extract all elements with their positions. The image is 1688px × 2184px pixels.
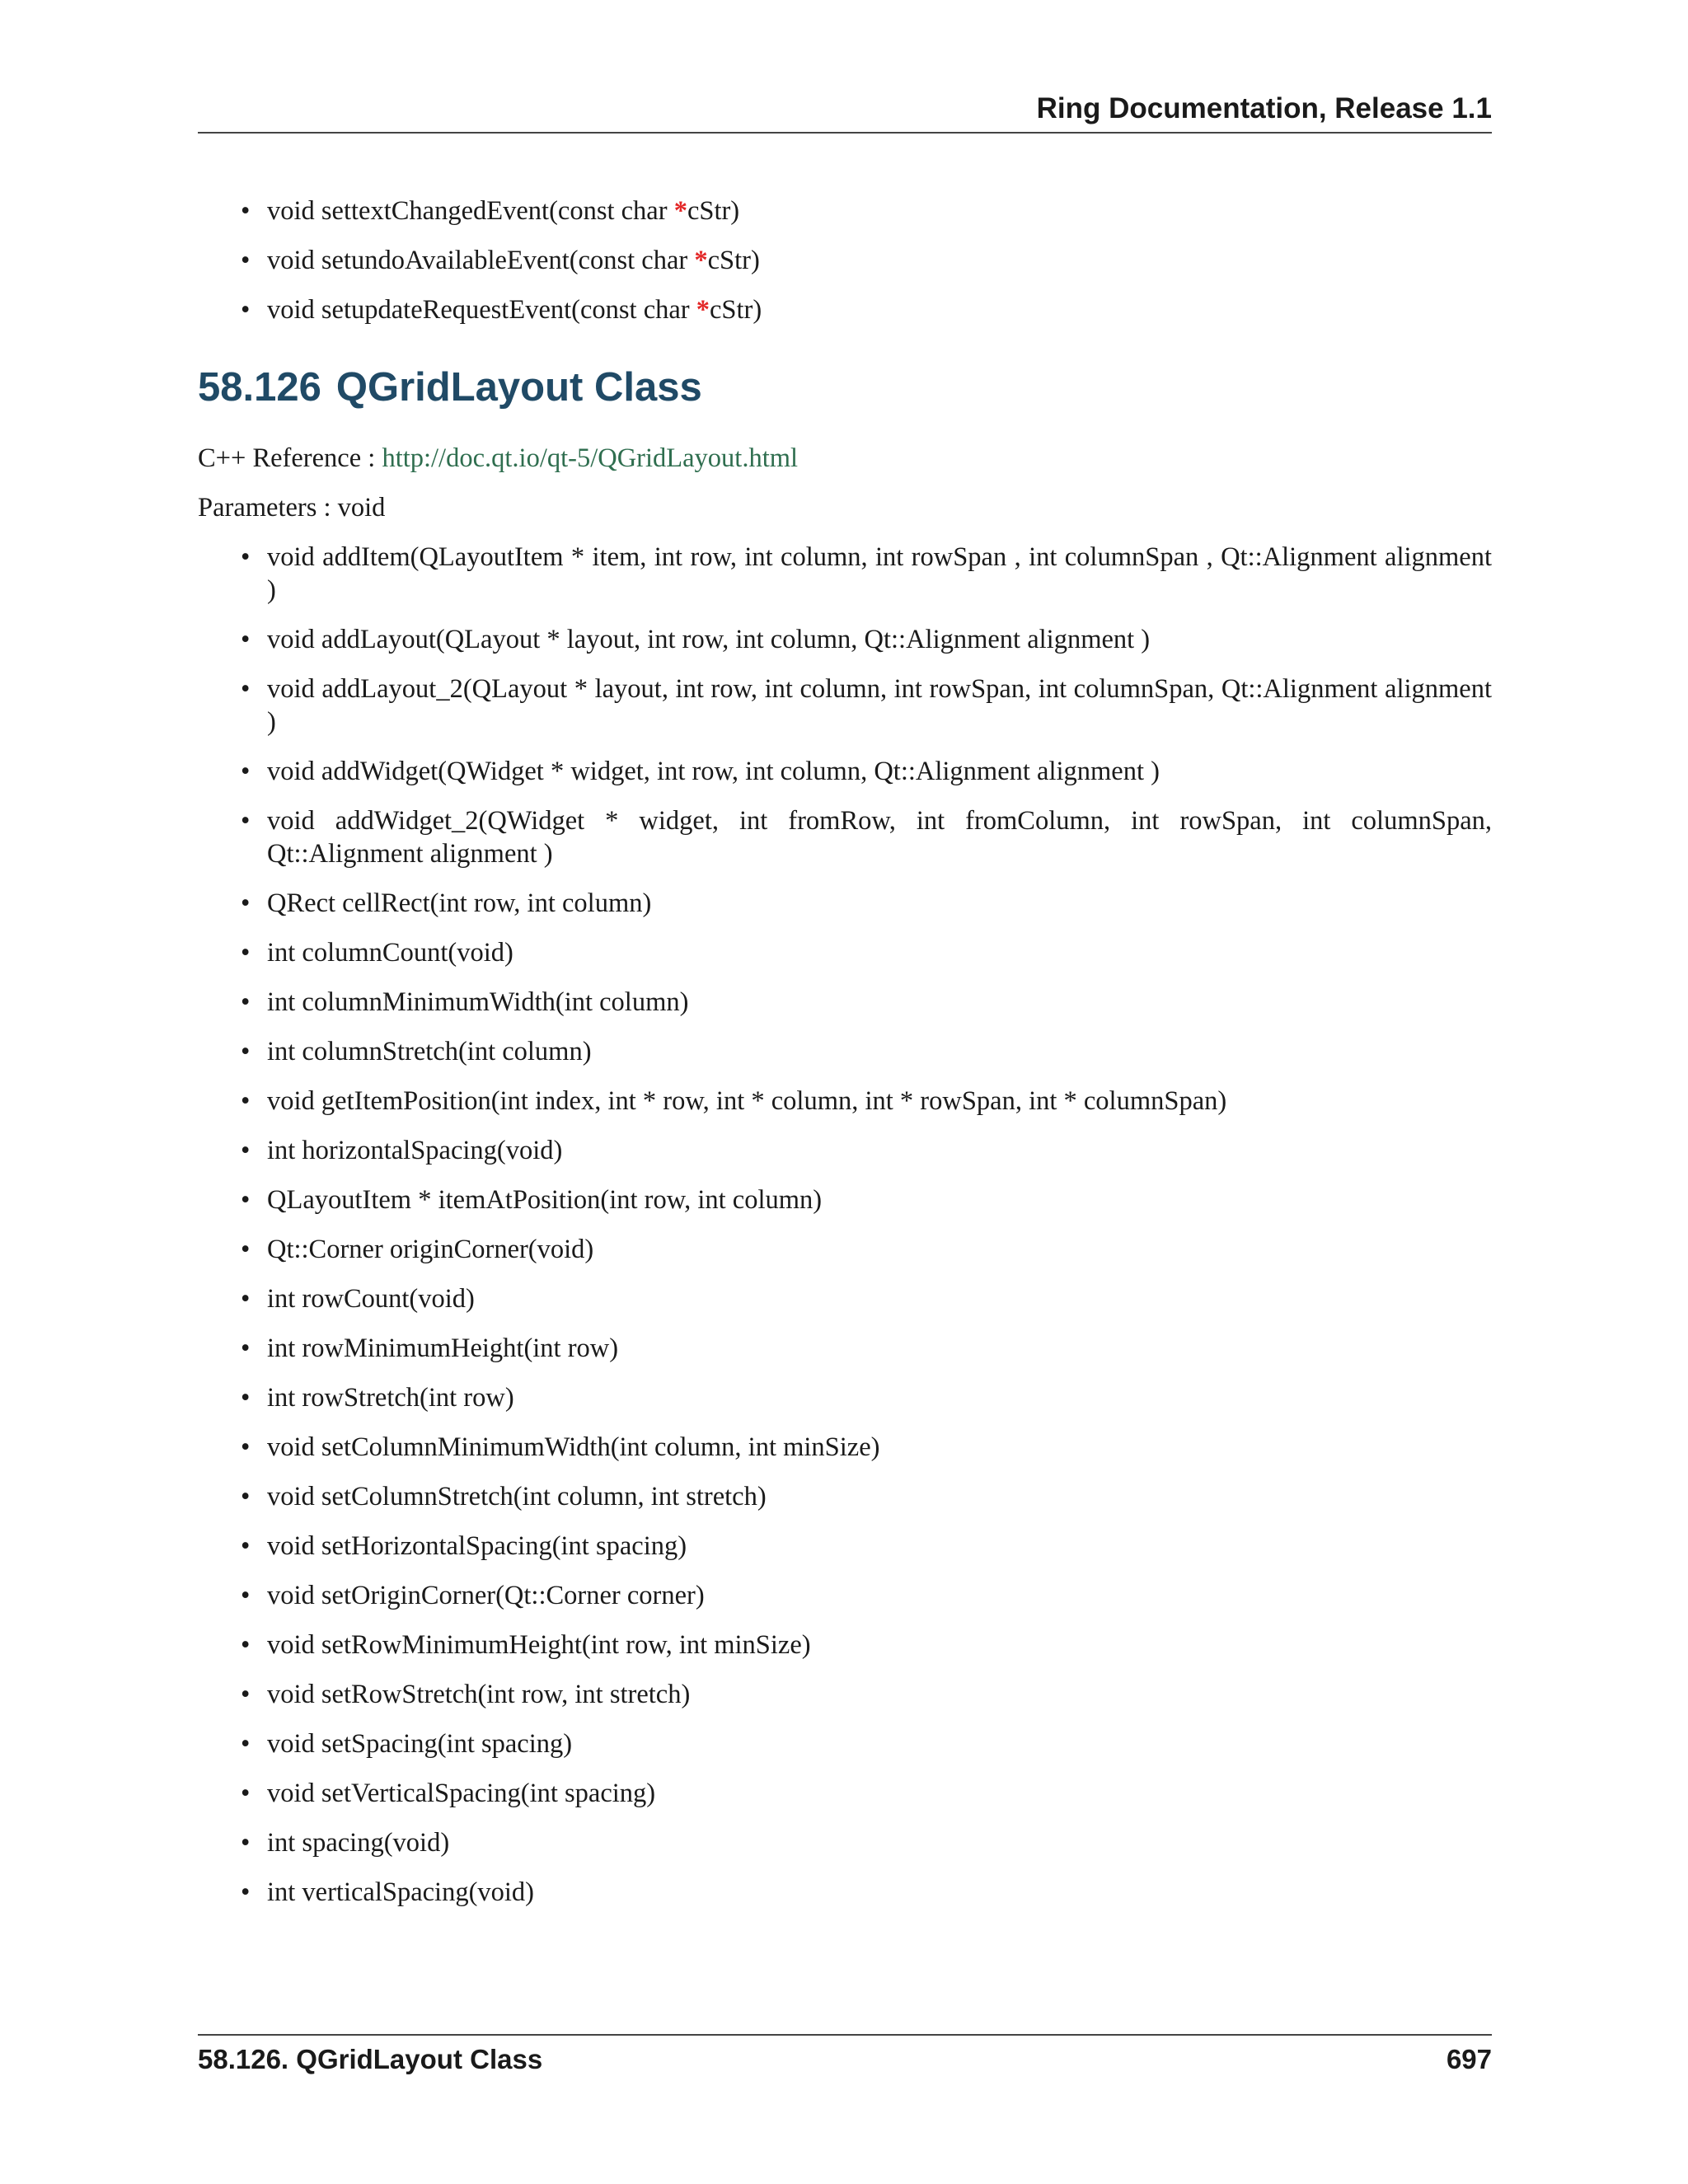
list-item: • int spacing(void) [198, 1826, 1492, 1859]
pointer-asterisk: * [673, 196, 687, 226]
list-item: • Qt::Corner originCorner(void) [198, 1233, 1492, 1266]
list-item: • int rowCount(void) [198, 1282, 1492, 1315]
list-item: • void setVerticalSpacing(int spacing) [198, 1777, 1492, 1810]
list-item: • int columnMinimumWidth(int column) [198, 986, 1492, 1019]
event-list [198, 194, 1492, 326]
list-item: • void setundoAvailableEvent(const char *cStr) [198, 244, 1492, 277]
list-item: • int columnCount(void) [198, 936, 1492, 969]
list-item: • void setupdateRequestEvent(const char *cStr) [198, 293, 1492, 326]
pointer-asterisk: * [696, 295, 710, 325]
page-number: 697 [1446, 2044, 1492, 2074]
section-heading [198, 364, 1492, 410]
list-item: • void setRowMinimumHeight(int row, int minSize) [198, 1629, 1492, 1661]
list-item: • int columnStretch(int column) [198, 1035, 1492, 1068]
list-item: • int rowMinimumHeight(int row) [198, 1332, 1492, 1365]
list-item: • int rowStretch(int row) [198, 1381, 1492, 1414]
list-item: • void setColumnMinimumWidth(int column, int minSize) [198, 1431, 1492, 1464]
list-item: • QLayoutItem * itemAtPosition(int row, int column) [198, 1183, 1492, 1216]
page-footer [198, 2034, 1492, 2074]
page-header [198, 92, 1492, 134]
list-item: • void setColumnStretch(int column, int stretch) [198, 1480, 1492, 1513]
list-item: • void getItemPosition(int index, int * row, int * column, int * rowSpan, int * columnSpan) [198, 1085, 1492, 1118]
list-item: • void setHorizontalSpacing(int spacing) [198, 1530, 1492, 1563]
list-item: • void addWidget(QWidget * widget, int row, int column, Qt::Alignment alignment ) [198, 755, 1492, 788]
list-item: • void setRowStretch(int row, int stretch) [198, 1678, 1492, 1711]
list-item: • void setSpacing(int spacing) [198, 1727, 1492, 1760]
footer-section: 58.126. QGridLayout Class [198, 2044, 543, 2074]
list-item: • void addItem(QLayoutItem * item, int row, int column, int rowSpan , int columnSpan , Qt::Alignment alignment ) [198, 541, 1492, 607]
list-item: • QRect cellRect(int row, int column) [198, 887, 1492, 920]
parameters-line: Parameters : void [198, 493, 386, 523]
section-number: 58.126 [198, 365, 321, 410]
reference-link[interactable]: http://doc.qt.io/qt-5/QGridLayout.html [382, 443, 799, 473]
section-title: QGridLayout Class [335, 365, 702, 410]
list-item: • void addWidget_2(QWidget * widget, int fromRow, int fromColumn, int rowSpan, int columnSpan, Qt::Alignment alignment ) [198, 804, 1492, 870]
list-item: • int horizontalSpacing(void) [198, 1134, 1492, 1167]
list-item: • void addLayout(QLayout * layout, int row, int column, Qt::Alignment alignment ) [198, 623, 1492, 656]
method-list [198, 541, 1492, 1909]
document-title: Ring Documentation, Release 1.1 [1036, 92, 1492, 124]
list-item: • void setOriginCorner(Qt::Corner corner) [198, 1579, 1492, 1612]
list-item: • void addLayout_2(QLayout * layout, int row, int column, int rowSpan, int columnSpan, Qt::Alignment alignment ) [198, 673, 1492, 738]
page-content [198, 194, 1492, 1925]
list-item: • int verticalSpacing(void) [198, 1876, 1492, 1909]
pointer-asterisk: * [694, 246, 708, 275]
cpp-reference: C++ Reference : http://doc.qt.io/qt-5/QGridLayout.html [198, 443, 799, 473]
list-item: • void settextChangedEvent(const char *cStr) [198, 194, 1492, 227]
